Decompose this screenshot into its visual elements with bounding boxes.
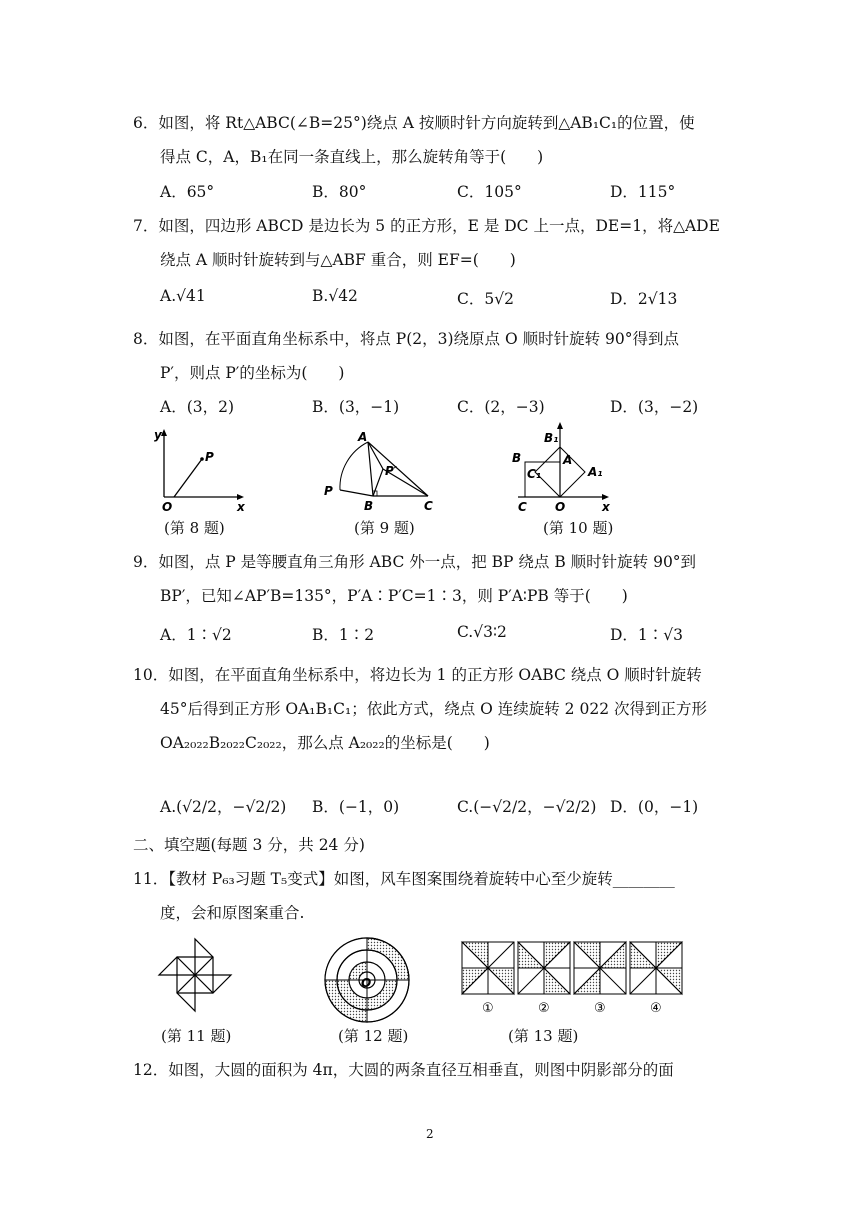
fig13-label-1: ① [482, 1001, 494, 1016]
fig9-pprime-label: P′ [385, 464, 397, 478]
q11-line2: 度，会和原图案重合. [160, 904, 305, 922]
q10-line1: 10．如图，在平面直角坐标系中，将边长为 1 的正方形 OABC 绕点 O 顺时针旋转 [133, 666, 702, 684]
q10-option-a: A.(√2/2，−√2/2) [160, 798, 287, 816]
q12-line1: 12．如图，大圆的面积为 4π，大圆的两条直径互相垂直，则图中阴影部分的面 [133, 1061, 674, 1079]
q9-option-a: A．1∶√2 [160, 626, 232, 644]
fig13-label-2: ② [538, 1001, 550, 1016]
q8-option-b: B．(3，−1) [312, 398, 400, 416]
q6-option-b: B．80° [312, 183, 367, 201]
q10-line3: OA₂₀₂₂B₂₀₂₂C₂₀₂₂，那么点 A₂₀₂₂的坐标是( ) [160, 734, 490, 752]
fig8-p-label: P [205, 450, 214, 464]
fig13-label-4: ④ [650, 1001, 662, 1016]
fig12-o-label: O [361, 976, 372, 990]
fig10-o-label: O [555, 500, 566, 514]
q8-option-d: D．(3，−2) [610, 398, 699, 416]
q10-option-c: C.(−√2/2，−√2/2) [457, 798, 597, 816]
q8-line2: P′，则点 P′的坐标为( ) [160, 364, 345, 382]
q9-option-b: B．1∶2 [312, 626, 375, 644]
q7-line2: 绕点 A 顺时针旋转到与△ABF 重合，则 EF=( ) [160, 251, 516, 269]
figure-9 [318, 425, 448, 515]
fig9-b-label: B [364, 499, 374, 513]
fig10-a-label: A [563, 453, 573, 467]
q6-option-c: C．105° [457, 183, 522, 201]
fig10-x-label: x [602, 500, 610, 514]
fig10-a1-label: A₁ [588, 465, 603, 479]
figure-12 [322, 935, 412, 1025]
fig12-caption: (第 12 题) [338, 1027, 409, 1045]
q11-line1: 11．【教材 P₆₃习题 T₅变式】如图，风车图案围绕着旋转中心至少旋转________ [133, 870, 675, 888]
q8-line1: 8．如图，在平面直角坐标系中，将点 P(2，3)绕原点 O 顺时针旋转 90°得到点 [133, 330, 679, 348]
q10-line2: 45°后得到正方形 OA₁B₁C₁；依此方式，绕点 O 连续旋转 2 022 次得到正方形 [160, 700, 707, 718]
fig10-b-label: B [512, 451, 522, 465]
fig10-c1-label: C₁ [527, 467, 542, 481]
q9-option-c: C.√3∶2 [457, 623, 507, 641]
figure-10 [500, 420, 615, 515]
fig10-b1-label: B₁ [544, 431, 559, 445]
q7-option-d: D．2√13 [610, 290, 678, 308]
q6-option-d: D．115° [610, 183, 676, 201]
section-2-heading: 二、填空题(每题 3 分，共 24 分) [133, 836, 365, 854]
q7-option-b: B.√42 [312, 287, 358, 305]
figure-8 [150, 425, 250, 515]
q6-line1: 6．如图，将 Rt△ABC(∠B=25°)绕点 A 按顺时针方向旋转到△AB₁C₁的位置，使 [133, 114, 695, 132]
q9-line1: 9．如图，点 P 是等腰直角三角形 ABC 外一点，把 BP 绕点 B 顺时针旋转 90°到 [133, 553, 697, 571]
page-number: 2 [426, 1127, 434, 1141]
q7-line1: 7．如图，四边形 ABCD 是边长为 5 的正方形，E 是 DC 上一点，DE=1，将△ADE [133, 217, 720, 235]
fig8-y-label: y [154, 428, 162, 442]
figure-11 [155, 935, 235, 1015]
fig8-caption: (第 8 题) [164, 519, 225, 537]
figure-13 [460, 940, 690, 1020]
fig10-c-label: C [518, 500, 527, 514]
q10-option-b: B．(−1，0) [312, 798, 400, 816]
fig8-o-label: O [162, 500, 173, 514]
fig10-caption: (第 10 题) [543, 519, 614, 537]
fig9-p-label: P [324, 484, 333, 498]
fig13-caption: (第 13 题) [508, 1027, 579, 1045]
q7-option-a: A.√41 [160, 287, 206, 305]
q6-line2: 得点 C，A，B₁在同一条直线上，那么旋转角等于( ) [160, 148, 544, 166]
fig9-caption: (第 9 题) [354, 519, 415, 537]
q8-option-c: C．(2，−3) [457, 398, 545, 416]
fig8-x-label: x [237, 500, 245, 514]
q6-option-a: A．65° [160, 183, 215, 201]
q7-option-c: C．5√2 [457, 290, 514, 308]
fig9-c-label: C [424, 499, 433, 513]
q8-option-a: A．(3，2) [160, 398, 235, 416]
fig13-label-3: ③ [594, 1001, 606, 1016]
q10-option-d: D．(0，−1) [610, 798, 699, 816]
q9-line2: BP′，已知∠AP′B=135°，P′A∶P′C=1∶3，则 P′A∶PB 等于( ) [160, 587, 628, 605]
q9-option-d: D．1∶√3 [610, 626, 684, 644]
fig11-caption: (第 11 题) [161, 1027, 232, 1045]
fig9-a-label: A [358, 430, 368, 444]
